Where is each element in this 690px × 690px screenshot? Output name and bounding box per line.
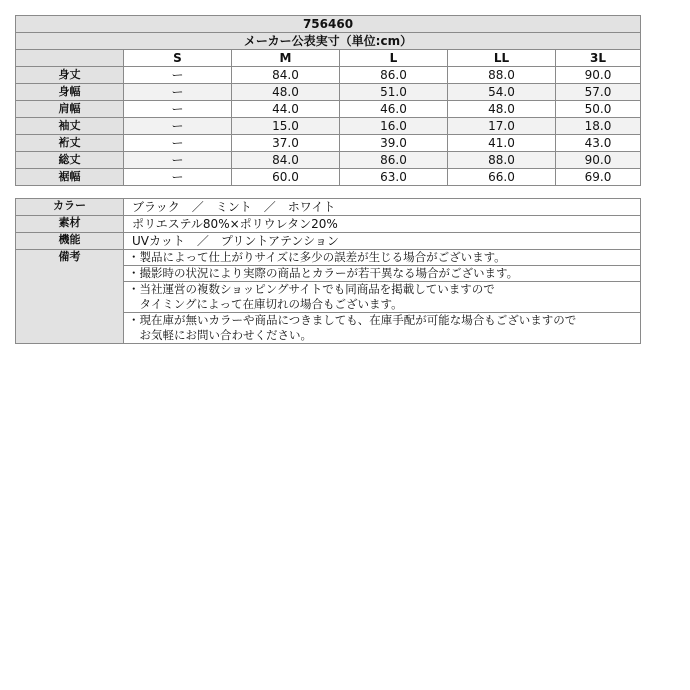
note-line: ・当社運営の複数ショッピングサイトでも同商品を掲載していますので <box>128 282 495 296</box>
measurement-cell: 88.0 <box>448 67 556 84</box>
header-corner-cell <box>16 50 124 67</box>
measurement-cell: ー <box>124 135 232 152</box>
measurement-cell: ー <box>124 101 232 118</box>
function-label: 機能 <box>16 233 124 250</box>
measurement-cell: ー <box>124 84 232 101</box>
table-row <box>16 135 641 152</box>
material-row <box>16 216 641 233</box>
note-line: お気軽にお問い合わせください。 <box>128 328 312 342</box>
function-row <box>16 233 641 250</box>
note-line: ・撮影時の状況により実際の商品とカラーが若干異なる場合がございます。 <box>128 266 519 280</box>
measurement-cell: 84.0 <box>232 152 340 169</box>
measurement-cell: 60.0 <box>232 169 340 186</box>
measurement-cell: 90.0 <box>556 67 641 84</box>
measurement-cell: 63.0 <box>340 169 448 186</box>
row-label: 裄丈 <box>16 135 124 152</box>
measurement-cell: 48.0 <box>232 84 340 101</box>
measurement-cell: 46.0 <box>340 101 448 118</box>
notes-row <box>16 250 641 266</box>
measurement-cell: 57.0 <box>556 84 641 101</box>
size-chart-caption: メーカー公表実寸（単位:cm） <box>16 33 641 50</box>
function-value: UVカット ／ プリントアテンション <box>124 233 641 250</box>
table-row <box>16 101 641 118</box>
caption-row <box>16 33 641 50</box>
measurement-cell: 48.0 <box>448 101 556 118</box>
note-line: ・製品によって仕上がりサイズに多少の誤差が生じる場合がございます。 <box>128 250 506 264</box>
table-row <box>16 67 641 84</box>
notes-label: 備考 <box>16 250 124 344</box>
material-label: 素材 <box>16 216 124 233</box>
measurement-cell: 39.0 <box>340 135 448 152</box>
size-chart-table <box>15 15 641 186</box>
measurement-cell: 51.0 <box>340 84 448 101</box>
measurement-cell: 90.0 <box>556 152 641 169</box>
measurement-cell: 88.0 <box>448 152 556 169</box>
measurement-cell: 50.0 <box>556 101 641 118</box>
measurement-cell: ー <box>124 67 232 84</box>
measurement-cell: 44.0 <box>232 101 340 118</box>
row-label: 袖丈 <box>16 118 124 135</box>
size-header: S <box>124 50 232 67</box>
measurement-cell: ー <box>124 118 232 135</box>
size-header: M <box>232 50 340 67</box>
measurement-cell: 86.0 <box>340 67 448 84</box>
product-code-row <box>16 16 641 33</box>
measurement-cell: 84.0 <box>232 67 340 84</box>
size-header: LL <box>448 50 556 67</box>
note-item <box>124 313 641 344</box>
measurement-cell: 69.0 <box>556 169 641 186</box>
color-label: カラー <box>16 199 124 216</box>
table-row <box>16 118 641 135</box>
measurement-cell: 41.0 <box>448 135 556 152</box>
product-info-table <box>15 198 641 344</box>
measurement-cell: 18.0 <box>556 118 641 135</box>
measurement-cell: 43.0 <box>556 135 641 152</box>
note-line: タイミングによって在庫切れの場合もございます。 <box>128 297 403 311</box>
measurement-cell: 37.0 <box>232 135 340 152</box>
color-row <box>16 199 641 216</box>
measurement-cell: ー <box>124 152 232 169</box>
measurement-cell: 86.0 <box>340 152 448 169</box>
note-item <box>124 250 641 266</box>
row-label: 裾幅 <box>16 169 124 186</box>
size-header: L <box>340 50 448 67</box>
measurement-cell: 17.0 <box>448 118 556 135</box>
table-row <box>16 84 641 101</box>
measurement-cell: 15.0 <box>232 118 340 135</box>
size-header: 3L <box>556 50 641 67</box>
row-label: 身丈 <box>16 67 124 84</box>
note-line: ・現在庫が無いカラーや商品につきましても、在庫手配が可能な場合もございますので <box>128 313 577 327</box>
measurement-cell: 54.0 <box>448 84 556 101</box>
material-value: ポリエステル80%×ポリウレタン20% <box>124 216 641 233</box>
note-item <box>124 282 641 313</box>
note-item <box>124 266 641 282</box>
table-row <box>16 169 641 186</box>
row-label: 肩幅 <box>16 101 124 118</box>
measurement-cell: 66.0 <box>448 169 556 186</box>
measurement-cell: 16.0 <box>340 118 448 135</box>
row-label: 身幅 <box>16 84 124 101</box>
size-header-row <box>16 50 641 67</box>
row-label: 総丈 <box>16 152 124 169</box>
measurement-cell: ー <box>124 169 232 186</box>
product-code: 756460 <box>16 16 641 33</box>
table-row <box>16 152 641 169</box>
color-value: ブラック ／ ミント ／ ホワイト <box>124 199 641 216</box>
